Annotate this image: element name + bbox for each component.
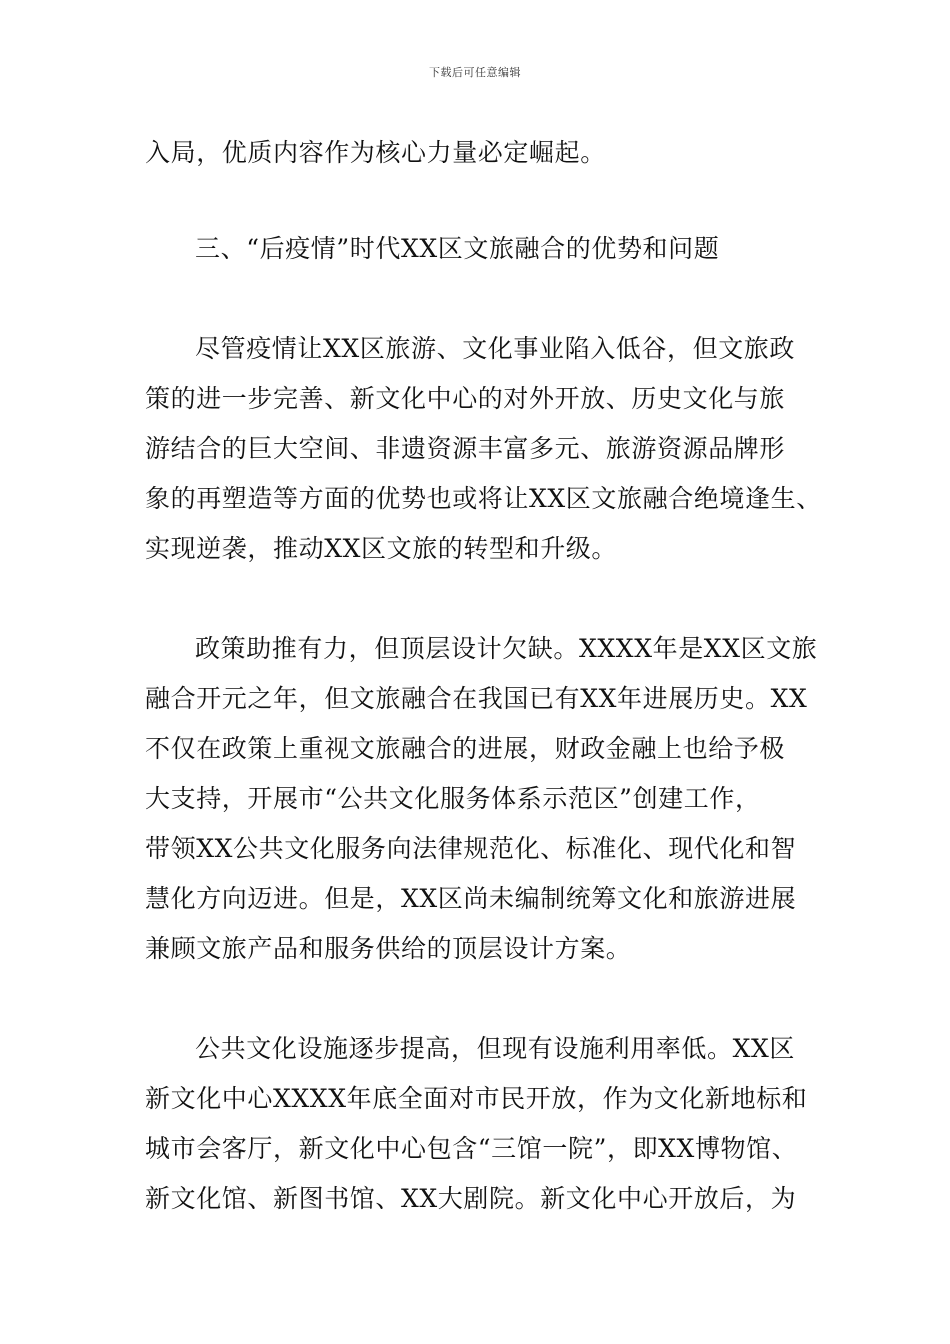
text-line: 不仅在政策上重视文旅融合的进展，财政金融上也给予极 — [145, 734, 786, 763]
heading-line: 三、“后疫情”时代XX区文旅融合的优势和问题 — [195, 234, 720, 263]
paragraph-advantages-intro — [145, 324, 825, 574]
text-line: 尽管疫情让XX区旅游、文化事业陷入低谷，但文旅政 — [195, 334, 795, 363]
text-line: 融合开元之年，但文旅融合在我国已有XX年进展历史。XX — [145, 684, 808, 713]
text-line: 带领XX公共文化服务向法律规范化、标准化、现代化和智 — [145, 834, 797, 863]
text-line: 新文化馆、新图书馆、XX大剧院。新文化中心开放后，为 — [145, 1184, 797, 1213]
paragraph-facilities — [145, 1024, 825, 1224]
text-line: 城市会客厅，新文化中心包含“三馆一院”，即XX博物馆、 — [145, 1134, 798, 1163]
section-heading — [145, 224, 825, 274]
page-header: 下载后可任意编辑 — [429, 66, 521, 79]
text-line: 实现逆袭，推动XX区文旅的转型和升级。 — [145, 534, 617, 563]
text-line: 象的再塑造等方面的优势也或将让XX区文旅融合绝境逢生、 — [145, 484, 822, 513]
text-line: 慧化方向迈进。但是，XX区尚未编制统筹文化和旅游进展 — [145, 884, 797, 913]
text-line: 新文化中心XXXX年底全面对市民开放，作为文化新地标和 — [145, 1084, 808, 1113]
text-line: 兼顾文旅产品和服务供给的顶层设计方案。 — [145, 934, 632, 963]
paragraph-policy — [145, 624, 825, 974]
text-line: 政策助推有力，但顶层设计欠缺。XXXX年是XX区文旅 — [195, 634, 818, 663]
text-line: 策的进一步完善、新文化中心的对外开放、历史文化与旅 — [145, 384, 786, 413]
text-line: 游结合的巨大空间、非遗资源丰富多元、旅游资源品牌形 — [145, 434, 786, 463]
text-line: 大支持，开展市“公共文化服务体系示范区”创建工作， — [145, 784, 761, 813]
document-body — [145, 128, 825, 1224]
paragraph-continuation — [145, 128, 825, 178]
text-line: 公共文化设施逐步提高，但现有设施利用率低。XX区 — [195, 1034, 795, 1063]
text-line: 入局，优质内容作为核心力量必定崛起。 — [145, 138, 606, 167]
